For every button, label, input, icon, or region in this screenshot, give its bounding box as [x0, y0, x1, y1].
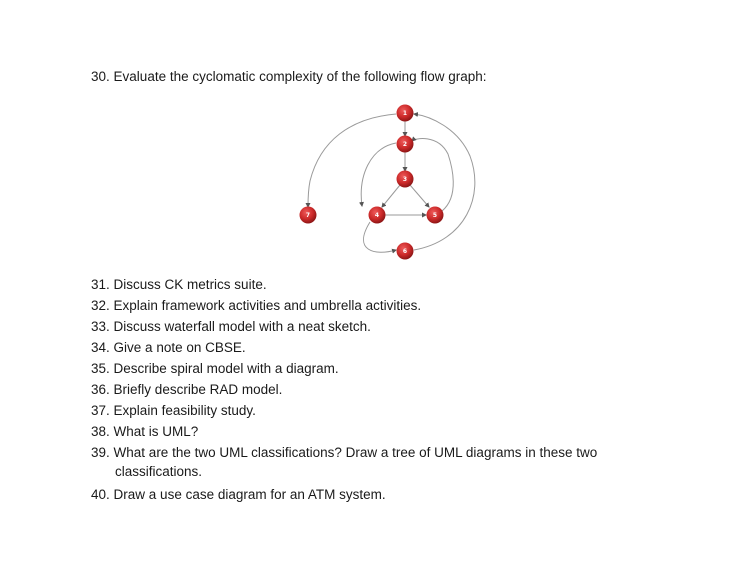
question-number: 40. [91, 487, 110, 502]
question-text: Discuss CK metrics suite. [113, 277, 267, 292]
question-38 [91, 423, 691, 444]
flow-graph [290, 96, 490, 266]
question-32 [91, 297, 691, 318]
edge-3-5 [410, 185, 429, 207]
question-31 [91, 276, 691, 297]
node-4-label: 4 [374, 212, 380, 220]
question-30 [91, 69, 486, 84]
question-text: Discuss waterfall model with a neat sketch. [113, 319, 371, 334]
question-number: 37. [91, 403, 110, 418]
edge-4-6 [364, 222, 396, 252]
question-text-continuation: classifications. [115, 464, 203, 479]
question-34 [91, 339, 691, 360]
node-6-label: 6 [402, 248, 408, 256]
node-3 [397, 171, 414, 188]
question-text: What is UML? [113, 424, 199, 439]
node-5 [427, 207, 444, 224]
question-30-text: Evaluate the cyclomatic complexity of the following flow graph: [113, 69, 487, 84]
question-33 [91, 318, 691, 339]
question-text: Draw a use case diagram for an ATM system. [113, 487, 386, 502]
question-text: Briefly describe RAD model. [113, 382, 283, 397]
edge-6-1 [414, 114, 475, 250]
edge-1-7 [308, 114, 396, 207]
node-6 [397, 243, 414, 260]
edge-5-2 [412, 139, 453, 211]
question-number: 31. [91, 277, 110, 292]
question-number: 38. [91, 424, 110, 439]
node-5-label: 5 [432, 212, 438, 220]
node-2 [397, 136, 414, 153]
question-30-number: 30. [91, 69, 110, 84]
node-7-label: 7 [305, 212, 311, 220]
question-36 [91, 381, 691, 402]
question-text: Explain framework activities and umbrella activities. [113, 298, 422, 313]
question-number: 33. [91, 319, 110, 334]
question-text: Explain feasibility study. [113, 403, 256, 418]
question-number: 34. [91, 340, 110, 355]
question-39 [91, 444, 691, 486]
node-1 [397, 105, 414, 122]
question-number: 36. [91, 382, 110, 397]
node-2-label: 2 [402, 141, 408, 149]
flow-graph-edges [305, 114, 475, 252]
node-3-label: 3 [402, 176, 408, 184]
question-40 [91, 486, 691, 507]
question-text: Give a note on CBSE. [113, 340, 246, 355]
question-number: 32. [91, 298, 110, 313]
edge-3-4 [382, 185, 400, 207]
question-37 [91, 402, 691, 423]
node-1-label: 1 [402, 110, 408, 118]
question-list [91, 276, 691, 507]
question-text: What are the two UML classifications? Draw a tree of UML diagrams in these two [113, 445, 598, 460]
question-number: 39. [91, 445, 110, 460]
question-35 [91, 360, 691, 381]
question-text: Describe spiral model with a diagram. [113, 361, 339, 376]
question-number: 35. [91, 361, 110, 376]
node-4 [369, 207, 386, 224]
node-7 [300, 207, 317, 224]
